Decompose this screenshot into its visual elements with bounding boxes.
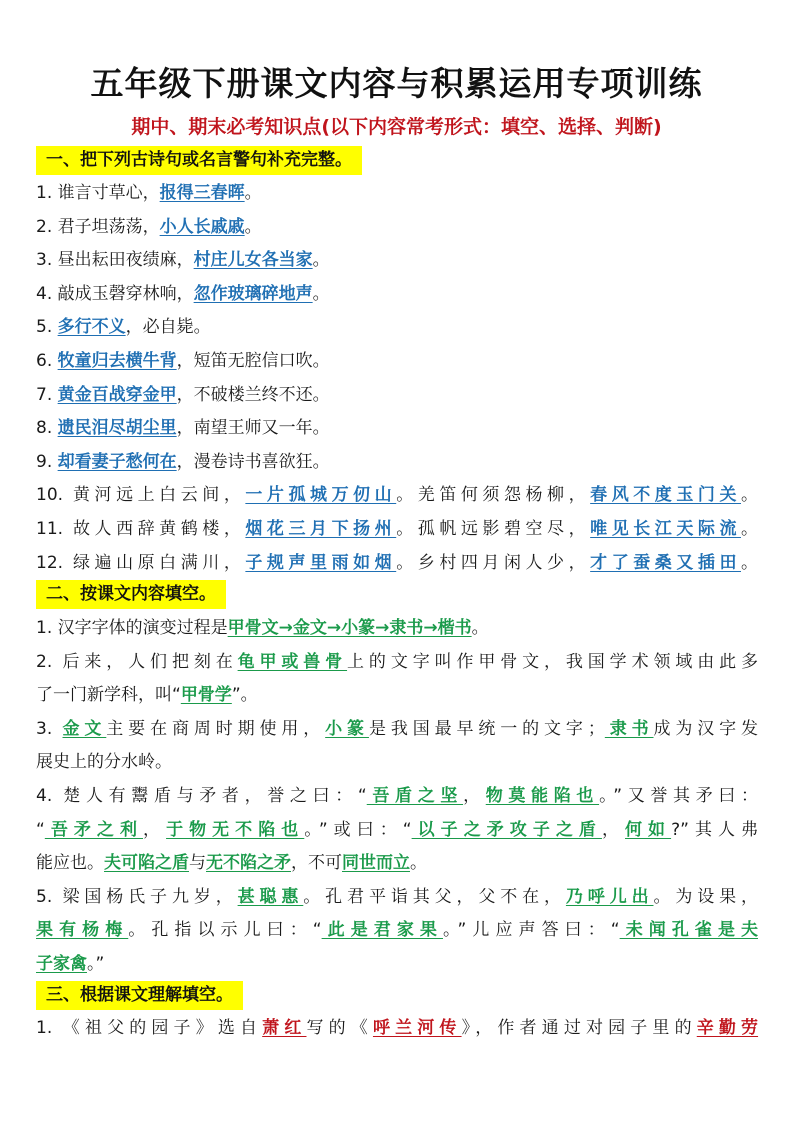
section1-line xyxy=(36,312,758,342)
question-text: 。 xyxy=(741,485,758,506)
question-text: ?”其人弗 xyxy=(671,819,759,840)
question-text: 。为设果， xyxy=(653,886,759,907)
question-text: 上的文字叫作甲骨文，我国学术领域由此多 xyxy=(347,651,759,672)
question-text: 》，作者通过对园子里的 xyxy=(461,1018,697,1038)
answer-text: 黄金百战穿金甲 xyxy=(57,384,177,405)
answer-text: 春风不度玉门关 xyxy=(590,485,741,506)
question-text: ，南望王师又一年。 xyxy=(176,418,330,439)
question-text: 。 xyxy=(741,552,758,573)
question-text: ”。 xyxy=(231,685,258,706)
section2-line xyxy=(36,882,758,912)
answer-text: 吾矛之利 xyxy=(44,819,144,840)
question-text: 1. 谁言寸草心， xyxy=(36,183,160,203)
answer-text: 遗民泪尽胡尘里 xyxy=(57,418,177,439)
answer-text: 报得三春晖 xyxy=(159,183,245,203)
section2-heading: 二、按课文内容填空。 xyxy=(36,580,226,609)
question-text: “ xyxy=(36,819,45,840)
answer-text: 何如 xyxy=(625,819,672,840)
answer-text: 此是君家果 xyxy=(321,920,443,941)
section3-heading: 三、根据课文理解填空。 xyxy=(36,981,243,1010)
section1-line xyxy=(36,245,758,275)
answer-text: 物莫能陷也 xyxy=(485,786,600,806)
question-text: 成为汉字发 xyxy=(653,718,759,739)
question-text: 。”或曰：“ xyxy=(304,819,412,840)
question-text: 12. 绿遍山原白满川， xyxy=(36,552,246,573)
question-text: 展史上的分水岭。 xyxy=(36,752,172,773)
answer-text: 忽作玻璃碎地声 xyxy=(193,283,313,304)
question-text: 。 xyxy=(410,853,427,874)
question-text: 3. 昼出耘田夜绩麻， xyxy=(36,250,194,271)
question-text: 1. 《 xyxy=(36,1018,85,1038)
answer-text: 龟甲或兽骨 xyxy=(237,651,348,672)
section2-line xyxy=(36,747,758,777)
question-text: ， xyxy=(601,819,625,840)
answer-text: 辛勤劳 xyxy=(696,1018,759,1038)
question-text: 6. xyxy=(36,351,58,371)
question-text: 能应也。 xyxy=(36,853,104,874)
question-text: 祖父的园子 xyxy=(84,1018,196,1038)
question-text: 4. 敲成玉磬穿林响， xyxy=(36,283,194,304)
section2-line xyxy=(36,680,758,710)
answer-text: 烟花三月下扬州 xyxy=(245,519,397,539)
answer-text: 同世而立 xyxy=(342,853,410,874)
question-text: 。 xyxy=(471,618,489,638)
question-text: 2. 君子坦荡荡， xyxy=(36,216,160,237)
question-text: 1. 汉字字体的演变过程是 xyxy=(36,618,228,638)
section1-line xyxy=(36,413,758,443)
answer-text: 金文 xyxy=(62,718,107,739)
answer-text: 果有杨梅 xyxy=(36,920,129,941)
question-text: ， xyxy=(143,819,167,840)
question-text: 7. xyxy=(36,384,58,405)
answer-text: 牧童归去横牛背 xyxy=(57,351,177,371)
question-text: 5. 梁国杨氏子九岁， xyxy=(36,886,238,907)
question-text: ，不破楼兰终不还。 xyxy=(176,384,330,405)
page-title: 五年级下册课文内容与积累运用专项训练 xyxy=(90,64,703,103)
section1-line xyxy=(36,279,758,309)
answer-text: 多行不义 xyxy=(57,317,126,338)
section1-line xyxy=(36,514,758,544)
section2-line xyxy=(36,647,758,677)
question-text: ，必自毙。 xyxy=(125,317,211,338)
question-text: 与 xyxy=(189,853,206,874)
answer-text: 以子之矛攻子之盾 xyxy=(411,819,602,840)
question-text: ，不可 xyxy=(291,853,342,874)
answer-text: 萧红 xyxy=(262,1018,307,1038)
section2-line xyxy=(36,915,758,945)
section2-line xyxy=(36,714,758,744)
section1-line xyxy=(36,480,758,510)
answer-text: 子规声里雨如烟 xyxy=(245,552,397,573)
question-text: 5. xyxy=(36,317,58,338)
section2-line xyxy=(36,613,758,643)
question-text: 9. xyxy=(36,451,58,472)
answer-text: 小人长戚戚 xyxy=(159,216,245,237)
answer-text: 子家禽 xyxy=(36,954,87,974)
question-text: 。 xyxy=(244,216,262,237)
question-text: 。 xyxy=(312,250,330,271)
question-text: 。”儿应声答曰：“ xyxy=(442,920,620,941)
section2-line xyxy=(36,781,758,811)
question-text: 。孔君平诣其父，父不在， xyxy=(303,886,566,907)
question-text: 。 xyxy=(312,283,330,304)
answer-text: 唯见长江天际流 xyxy=(590,519,741,539)
answer-text: 无不陷之矛 xyxy=(206,853,291,874)
answer-text: 一片孤城万仞山 xyxy=(245,485,397,506)
question-text: 。羌笛何须怨杨柳， xyxy=(396,485,591,506)
question-text: ，漫卷诗书喜欲狂。 xyxy=(176,451,330,472)
question-text: ，短笛无腔信口吹。 xyxy=(176,351,330,371)
answer-text: 于物无不陷也 xyxy=(166,819,305,840)
question-text: 2. 后来，人们把刻在 xyxy=(36,651,238,672)
section1-heading: 一、把下列古诗句或名言警句补充完整。 xyxy=(36,146,362,175)
question-text: 。 xyxy=(741,519,758,539)
question-text: 10. 黄河远上白云间， xyxy=(36,485,246,506)
question-text: 11. 故人西辞黄鹤楼， xyxy=(36,519,246,539)
question-text: 4. 楚人有鬻盾与矛者，誉之曰：“ xyxy=(36,786,367,806)
section1-line xyxy=(36,178,758,208)
answer-text: 甲骨文→金文→小篆→隶书→楷书 xyxy=(227,618,472,638)
section1-line xyxy=(36,346,758,376)
answer-text: 呼兰河传 xyxy=(372,1018,462,1038)
question-text: 写的《 xyxy=(306,1018,373,1038)
section2-line xyxy=(36,949,758,979)
question-text: 。孔指以示儿曰：“ xyxy=(128,920,322,941)
page-subtitle: 期中、期末必考知识点(以下内容常考形式：填空、选择、判断) xyxy=(131,116,662,138)
answer-text: 未闻孔雀是夫 xyxy=(619,920,759,941)
section1-line xyxy=(36,212,758,242)
answer-text: 夫可陷之盾 xyxy=(104,853,189,874)
question-text: 了一门新学科，叫“ xyxy=(36,685,181,706)
answer-text: 吾盾之坚 xyxy=(366,786,464,806)
question-text: 。 xyxy=(244,183,262,203)
question-text: 主要在商周时期使用， xyxy=(106,718,326,739)
question-text: 。乡村四月闲人少， xyxy=(396,552,591,573)
question-text: 。孤帆远影碧空尽， xyxy=(396,519,591,539)
answer-text: 隶书 xyxy=(604,718,654,739)
section3-line xyxy=(36,1013,758,1043)
question-text: 。”又誉其矛曰： xyxy=(599,786,759,806)
question-text: 。” xyxy=(87,954,105,974)
answer-text: 才了蚕桑又插田 xyxy=(590,552,741,573)
answer-text: 小篆 xyxy=(325,718,369,739)
section2-line xyxy=(36,815,758,845)
answer-text: 甚聪惠 xyxy=(237,886,304,907)
question-text: 是我国最早统一的文字； xyxy=(368,718,605,739)
section1-line xyxy=(36,380,758,410)
section1-line xyxy=(36,447,758,477)
question-text: 8. xyxy=(36,418,58,439)
question-text: 》选自 xyxy=(195,1018,263,1038)
answer-text: 却看妻子愁何在 xyxy=(57,451,177,472)
answer-text: 村庄儿女各当家 xyxy=(193,250,313,271)
answer-text: 甲骨学 xyxy=(180,685,232,706)
question-text: 3. xyxy=(36,718,63,739)
answer-text: 乃呼儿出 xyxy=(565,886,654,907)
section2-line xyxy=(36,848,758,878)
section1-line xyxy=(36,548,758,578)
question-text: ， xyxy=(463,786,486,806)
